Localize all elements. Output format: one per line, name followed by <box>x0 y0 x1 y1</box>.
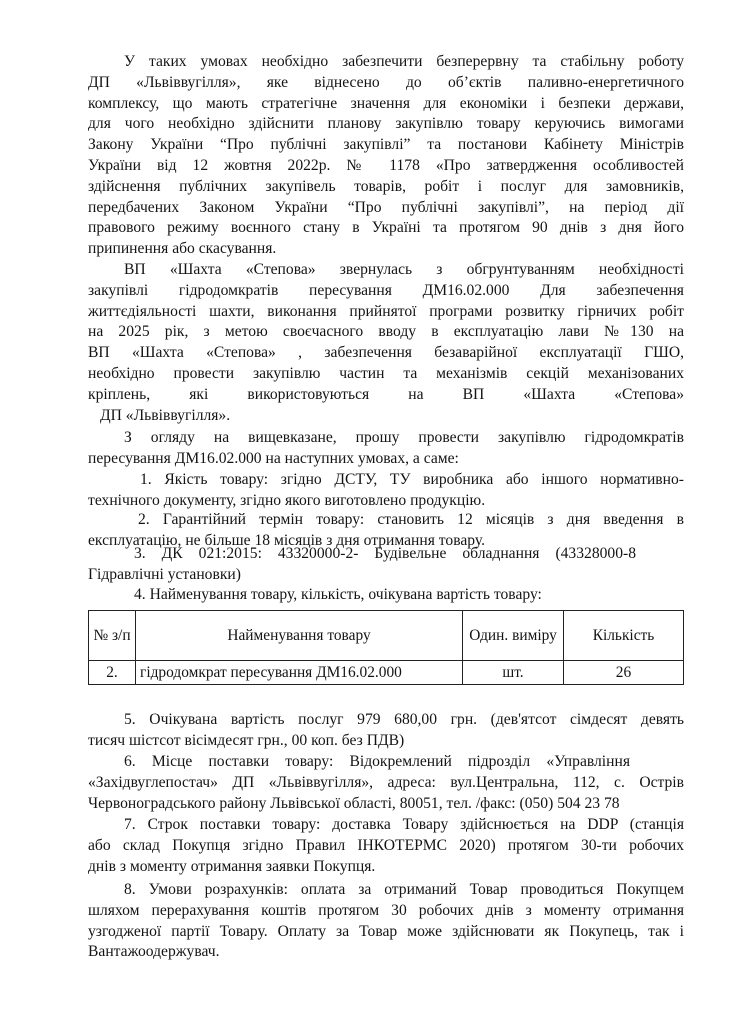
text-line: припинення або скасування. <box>88 240 277 258</box>
item-quality <box>88 470 684 512</box>
text-line: Закону України “Про публічні закупівлі” та постанови Кабінету Міністрів <box>88 136 684 154</box>
text-line: технічного документу, згідно якого виготовлено продукцію. <box>88 491 486 509</box>
item-delivery-place <box>88 752 684 814</box>
header-number: № з/п <box>89 611 136 661</box>
item-payment-terms <box>88 880 684 963</box>
text-line: У таких умовах необхідно забезпечити безперервну та стабільну роботу <box>124 53 684 70</box>
text-line: закупівлі гідродомкратів пересування ДМ16.02.000 Для забезпечення <box>88 281 684 299</box>
text-line: ДП «Львіввугілля», яке віднесено до об’єктів паливно-енергетичного <box>88 73 684 91</box>
text-line: тисяч шістсот вісімдесят грн., 00 коп. без ПДВ) <box>88 731 405 749</box>
text-line: передбачених Законом України “Про публічні закупівлі”, на період дії <box>88 198 684 216</box>
cell-name: гідродомкрат пересування ДМ16.02.000 <box>136 661 463 685</box>
text-line: життєдіяльності шахти, виконання прийнятої програми розвитку гірничих робіт <box>88 302 684 320</box>
table-row <box>89 661 684 685</box>
text-line: кріплень, які використовуються на ВП «Шахта «Степова» <box>88 385 684 403</box>
text-line: 3. ДК 021:2015: 43320000-2- Будівельне обладнання (43328000-8 <box>134 545 636 562</box>
text-line: шляхом перерахування коштів протягом 30 робочих днів з моменту отримання <box>88 901 684 919</box>
text-line: 5. Очікувана вартість послуг 979 680,00 грн. (дев'ятсот сімдесят девять <box>124 711 684 728</box>
text-line: комплексу, що мають стратегічне значення для економіки і безпеки держави, <box>88 94 684 112</box>
paragraph-request <box>88 428 684 470</box>
text-line: для чого необхідно здійснити планову закупівлю товару керуючись вимогами <box>88 115 684 133</box>
header-unit: Один. виміру <box>463 611 564 661</box>
text-line: 4. Найменування товару, кількість, очікувана вартість товару: <box>134 586 542 603</box>
item-delivery-terms <box>88 815 684 877</box>
text-line: ВП «Шахта «Степова» звернулась з обгрунтуванням необхідності <box>124 261 684 278</box>
text-line: 6. Місце поставки товару: Відокремлений підрозділ «Управління <box>124 753 630 770</box>
text-line: або склад Покупця згідно Правил ІНКОТЕРМС 2020) протягом 30-ти робочих <box>88 836 684 854</box>
text-line: узгодженої партії Товару. Оплату за Товар може здійснювати як Покупець, так і <box>88 922 684 940</box>
text-line: ВП «Шахта «Степова» , забезпечення безаварійної експлуатації ГШО, <box>88 344 684 362</box>
text-line: «Західвуглепостач» ДП «Львіввугілля», адреса: вул.Центральна, 112, с. Острів <box>88 773 684 791</box>
text-line: експлуатацію, не більше 18 місяців з дня отримання товару. <box>88 531 485 549</box>
text-line: 2. Гарантійний термін товару: становить 12 місяців з дня введення в <box>138 511 684 528</box>
goods-table <box>88 610 684 685</box>
text-line: днів з моменту отримання заявки Покупця. <box>88 857 376 875</box>
text-line: 1. Якість товару: згідно ДСТУ, ТУ виробника або іншого нормативно- <box>140 471 684 488</box>
paragraph-intro <box>88 52 684 260</box>
item-classifier <box>88 544 684 586</box>
text-line: 7. Строк поставки товару: доставка Товару здійснюється на DDP (станція <box>124 816 684 833</box>
text-line: Гідравлічні установки) <box>88 565 241 583</box>
text-line: необхідно провести закупівлю частин та механізмів секцій механізованих <box>88 364 684 382</box>
text-line: правового режиму воєнного стану в Україні та протягом 90 днів з дня його <box>88 219 684 237</box>
item-expected-cost <box>88 710 684 752</box>
header-quantity: Кількість <box>564 611 684 661</box>
text-line: З огляду на вищевказане, прошу провести закупівлю гідродомкратів <box>124 429 684 446</box>
cell-number: 2. <box>89 661 136 685</box>
text-line: здійснення публічних закупівель товарів, робіт і послуг для замовників, <box>88 177 684 195</box>
text-line: Червоноградського району Львівської області, 80051, тел. /факс: (050) 504 23 78 <box>88 794 620 812</box>
cell-unit: шт. <box>463 661 564 685</box>
item-goods-heading <box>88 585 684 606</box>
text-line: ДП «Львіввугілля». <box>100 406 231 424</box>
paragraph-justification <box>88 260 684 426</box>
cell-quantity: 26 <box>564 661 684 685</box>
table-header-row <box>89 611 684 661</box>
text-line: пересування ДМ16.02.000 на наступних умовах, а саме: <box>88 449 459 467</box>
text-line: на 2025 рік, з метою своєчасного вводу в експлуатацію лави №130 на <box>88 323 684 341</box>
header-name: Найменування товару <box>136 611 463 661</box>
text-line: Вантажоодержувач. <box>88 943 220 961</box>
text-line: 8. Умови розрахунків: оплата за отриманий Товар проводиться Покупцем <box>124 881 684 898</box>
text-line: України від 12 жовтня 2022р. № 1178 «Про затвердження особливостей <box>88 156 684 174</box>
